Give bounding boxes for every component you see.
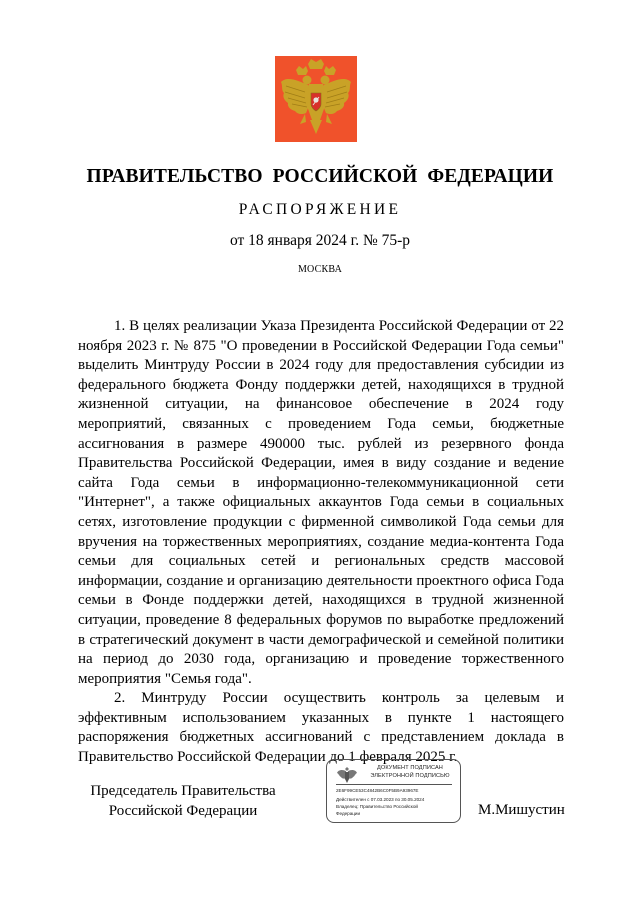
stamp-divider bbox=[336, 784, 452, 785]
signatory-position-line1: Председатель Правительства bbox=[90, 783, 276, 799]
stamp-title-line2: ЭЛЕКТРОННОЙ ПОДПИСЬЮ bbox=[370, 773, 450, 779]
stamp-certificate: 2E6F99CE53C4842B6C0F5B9A93967E bbox=[336, 788, 419, 793]
document-date-number: от 18 января 2024 г. № 75-р bbox=[229, 232, 411, 249]
document-body bbox=[78, 317, 564, 768]
stamp-emblem-icon bbox=[336, 766, 358, 784]
paragraph-1: 1. В целях реализации Указа Президента Российской Федерации от 22 ноября 2023 г. № 875 "О проведении в Российской Федерации Года семьи" выделить Минтруду России в 2024 году для предоставления субсидии из федерального бюджета Фонду поддержки детей, находящихся в трудной жизненной ситуации, на финансовое обеспечение в 2024 году мероприятий, связанных с проведением Года семьи, бюджетные ассигнования в размере 490000 тыс. рублей из резервного фонда Правительства Российской Федерации, имея в виду создание и ведение сайта Года семьи в информационно-телекоммуникационной сети "Интернет", а также официальных аккаунтов Года семьи в социальных сетях, изготовление продукции с фирменной символикой Года семьи для вручения на торжественных мероприятиях, создание медиа-контента Года семьи для социальных сетей и региональных средств массовой информации, создание и организацию деятельности проектного офиса Года семьи в Фонде поддержки детей, находящихся в трудной жизненной ситуации, проведение 8 федеральных форумов по выработке предложений в стратегический документ в части демографической и семейной политики на период до 2030 года, организацию и проведение торжественного мероприятия "Семья года". bbox=[78, 318, 564, 687]
coat-of-arms-icon bbox=[275, 56, 357, 142]
stamp-owner-line2: Федерации bbox=[336, 811, 361, 816]
signatory-name: М.Мишустин bbox=[478, 802, 565, 818]
stamp-owner-line1: Владелец: Правительство Российской bbox=[336, 804, 418, 809]
stamp-validity: Действителен с 07.03.2023 по 30.05.2024 bbox=[336, 797, 425, 802]
document-type: РАСПОРЯЖЕНИЕ bbox=[238, 201, 402, 218]
stamp-title-line1: ДОКУМЕНТ ПОДПИСАН bbox=[377, 765, 443, 771]
electronic-signature-stamp bbox=[326, 759, 461, 823]
signatory-position-line2: Российской Федерации bbox=[108, 802, 258, 819]
government-title: ПРАВИТЕЛЬСТВО РОССИЙСКОЙ ФЕДЕРАЦИИ bbox=[86, 166, 554, 187]
paragraph-2: 2. Минтруду России осуществить контроль за целевым и эффективным использованием указанных в пункте 1 настоящего распоряжения бюджетных ассигнований с представлением доклада в Правительство Российской Федерации до 1 февраля 2025 г. bbox=[78, 690, 564, 766]
document-city: МОСКВА bbox=[297, 264, 343, 275]
signatory-position bbox=[78, 782, 288, 821]
